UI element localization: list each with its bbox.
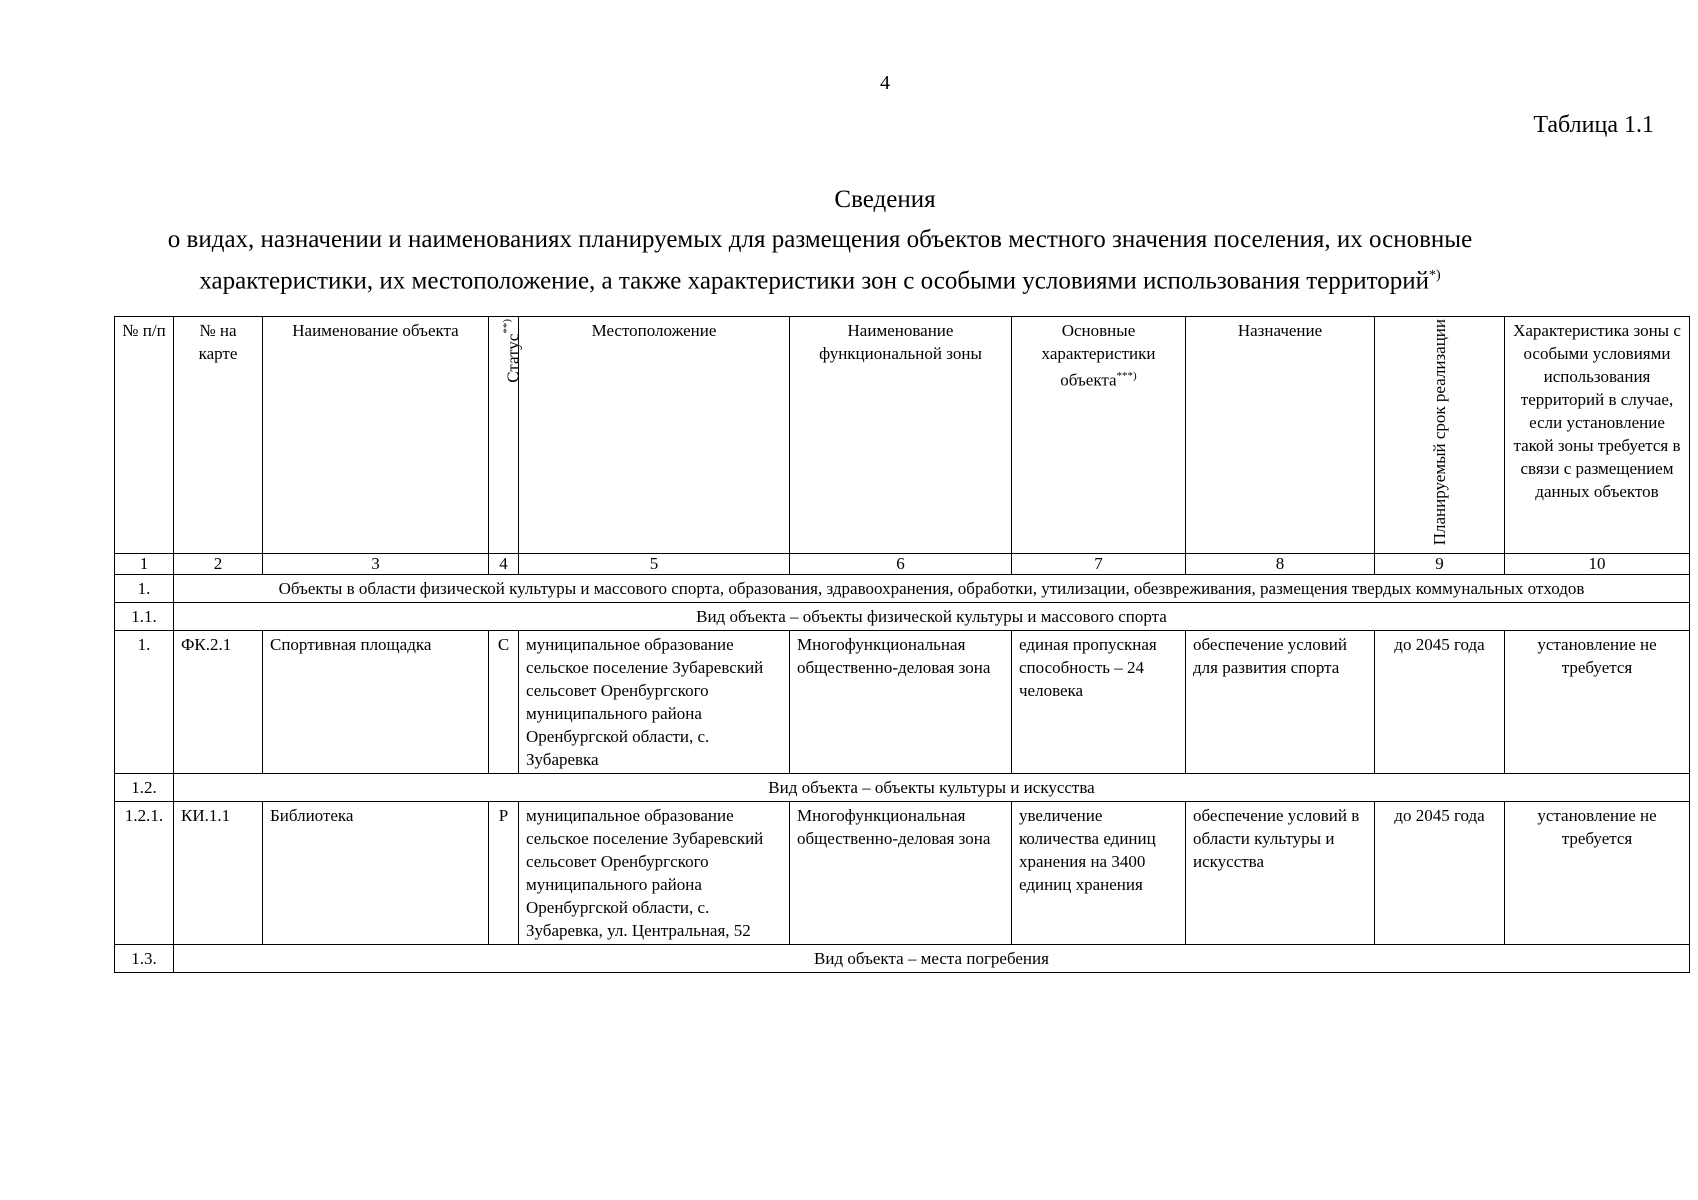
object-location: муниципальное образование сельское поселение Зубаревский сельсовет Оренбургского муниципального района Оренбургской области, с. Зубаревка, ул. Центральная, 52 <box>519 802 790 945</box>
map-number: КИ.1.1 <box>174 802 263 945</box>
subsection-row <box>115 945 1690 973</box>
header-zone-characteristics: Характеристика зоны с особыми условиями использования территорий в случае, если установление такой зоны требуется в связи с размещением данных объектов <box>1505 317 1690 554</box>
header-number: № п/п <box>115 317 174 554</box>
implementation-term: до 2045 года <box>1375 802 1505 945</box>
implementation-term: до 2045 года <box>1375 631 1505 774</box>
subsection-number: 1.3. <box>115 945 174 973</box>
object-status: С <box>489 631 519 774</box>
object-purpose: обеспечение условий для развития спорта <box>1186 631 1375 774</box>
subsection-title: Вид объекта – объекты физической культуры и массового спорта <box>174 603 1690 631</box>
subtitle-text: о видах, назначении и наименованиях планируемых для размещения объектов местного значения поселения, их основные характеристики, их местоположение, а также характеристики зон с особыми условиями использования территорий <box>167 226 1473 295</box>
object-location: муниципальное образование сельское поселение Зубаревский сельсовет Оренбургского муниципального района Оренбургской области, с. Зубаревка <box>519 631 790 774</box>
column-number: 10 <box>1505 554 1690 575</box>
page-number: 4 <box>880 72 890 94</box>
zone-characteristics: установление не требуется <box>1505 631 1690 774</box>
functional-zone: Многофункциональная общественно-деловая зона <box>790 802 1012 945</box>
zone-characteristics: установление не требуется <box>1505 802 1690 945</box>
column-number: 2 <box>174 554 263 575</box>
header-term-text: Планируемый срок реализации <box>1430 319 1449 546</box>
object-status: Р <box>489 802 519 945</box>
subtitle-footnote-mark: *) <box>1428 268 1441 283</box>
functional-zone: Многофункциональная общественно-деловая зона <box>790 631 1012 774</box>
table-label: Таблица 1.1 <box>1533 112 1654 138</box>
header-characteristics-mark: ***) <box>1116 370 1137 382</box>
header-status <box>489 317 523 554</box>
document-title: Сведения <box>834 186 936 213</box>
object-characteristics: единая пропускная способность – 24 человека <box>1012 631 1186 774</box>
column-number: 4 <box>489 554 519 575</box>
section-number: 1. <box>115 575 174 603</box>
subsection-title: Вид объекта – места погребения <box>174 945 1690 973</box>
subsection-row <box>115 774 1690 802</box>
column-number: 6 <box>790 554 1012 575</box>
header-map-number: № на карте <box>174 317 263 554</box>
object-name: Библиотека <box>263 802 489 945</box>
subsection-number: 1.2. <box>115 774 174 802</box>
header-location: Местоположение <box>519 317 790 554</box>
object-purpose: обеспечение условий в области культуры и искусства <box>1186 802 1375 945</box>
header-status-text: Статус <box>503 333 523 383</box>
table-row <box>115 802 1690 945</box>
subsection-title: Вид объекта – объекты культуры и искусства <box>174 774 1690 802</box>
section-row <box>115 575 1690 603</box>
column-numbers-row <box>115 554 1690 575</box>
header-characteristics-text: Основные характеристики объекта <box>1041 321 1156 390</box>
object-name: Спортивная площадка <box>263 631 489 774</box>
header-object-name: Наименование объекта <box>263 317 489 554</box>
header-term <box>1375 317 1505 554</box>
section-title: Объекты в области физической культуры и массового спорта, образования, здравоохранения, обработки, утилизации, обезвреживания, размещения твердых коммунальных отходов <box>174 575 1690 603</box>
column-number: 7 <box>1012 554 1186 575</box>
document-subtitle <box>130 222 1510 299</box>
column-number: 9 <box>1375 554 1505 575</box>
column-number: 1 <box>115 554 174 575</box>
subsection-number: 1.1. <box>115 603 174 631</box>
map-number: ФК.2.1 <box>174 631 263 774</box>
subsection-row <box>115 603 1690 631</box>
header-characteristics <box>1012 317 1186 554</box>
column-number: 5 <box>519 554 790 575</box>
objects-table <box>114 316 1690 973</box>
object-characteristics: увеличение количества единиц хранения на 3400 единиц хранения <box>1012 802 1186 945</box>
header-functional-zone: Наименование функциональной зоны <box>790 317 1012 554</box>
row-number: 1. <box>115 631 174 774</box>
column-number: 3 <box>263 554 489 575</box>
table-header-row <box>115 317 1690 554</box>
row-number: 1.2.1. <box>115 802 174 945</box>
table-row <box>115 631 1690 774</box>
header-purpose: Назначение <box>1186 317 1375 554</box>
column-number: 8 <box>1186 554 1375 575</box>
header-status-mark: **) <box>501 319 513 334</box>
